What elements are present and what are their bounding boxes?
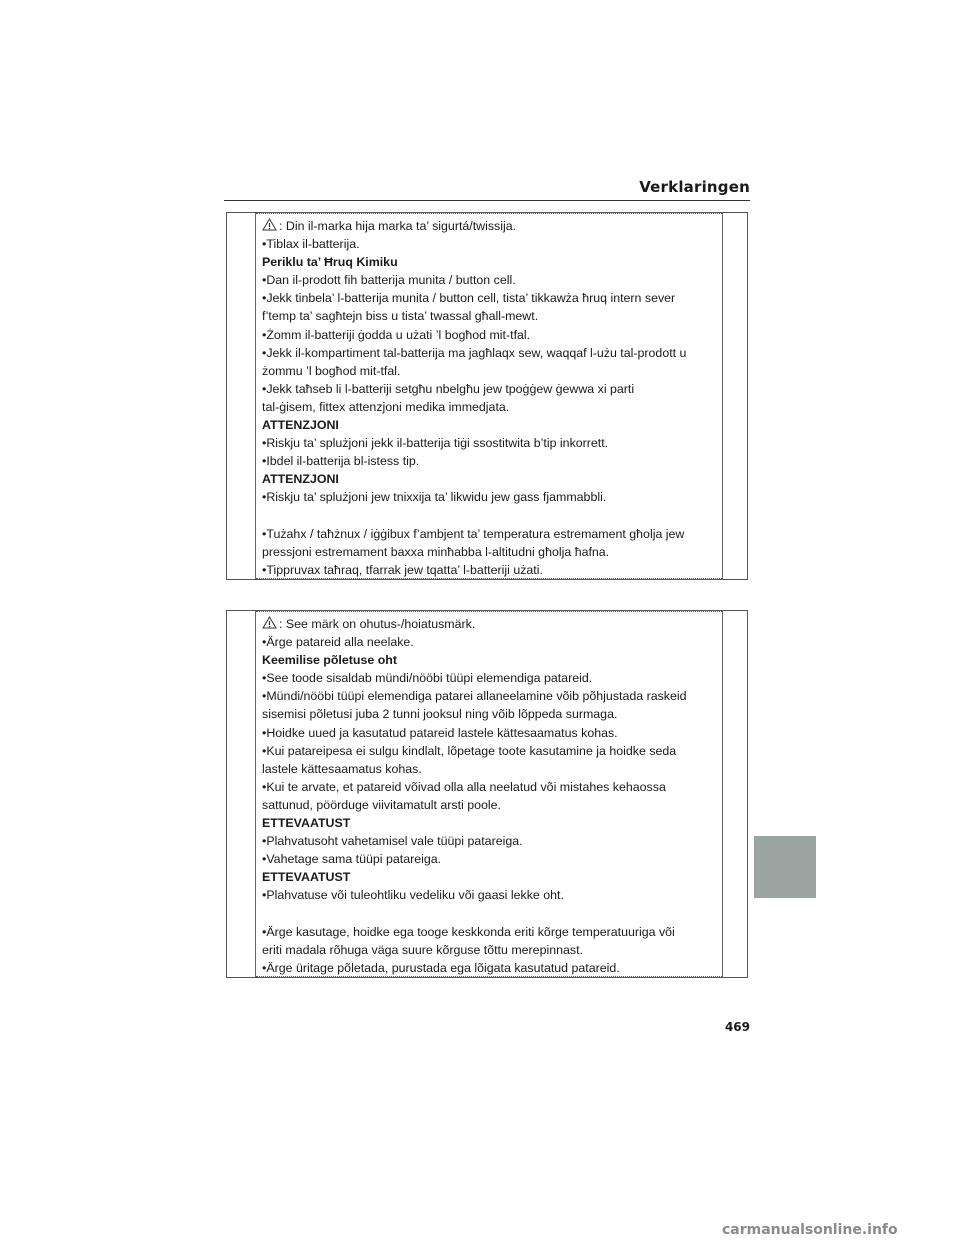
warning-triangle-icon [262, 218, 277, 231]
text-line: •Hoidke uued ja kasutatud patareid lastele kättesaamatus kohas. [262, 725, 618, 740]
text-line: •Riskju ta’ splużjoni jekk il-batterija tiġi ssostitwita b’tip inkorrett. [262, 436, 609, 451]
text-line: •See toode sisaldab mündi/nööbi tüüpi elemendiga patareid. [262, 671, 593, 686]
text-line: •Plahvatuse või tuleohtliku vedeliku või gaasi lekke oht. [262, 888, 564, 903]
text-line: •Tużahx / taħżnux / iġġibux f’ambjent ta’ temperatura estremament għolja jew [262, 526, 685, 541]
text-line: tal-ġisem, fittex attenzjoni medika immedjata. [262, 399, 510, 414]
text-line: •Jekk tinbela’ l-batterija munita / button cell, tista’ tikkawża ħruq intern sever [262, 291, 676, 306]
text-line: •Mündi/nööbi tüüpi elemendiga patarei allaneelamine võib põhjustada raskeid [262, 689, 687, 704]
text-line: •Plahvatusoht vahetamisel vale tüüpi patareiga. [262, 834, 523, 849]
text-line: •Riskju ta’ splużjoni jew tnixxija ta’ likwidu jew gass fjammabbli. [262, 490, 607, 505]
text-line: •Kui patareipesa ei sulgu kindlalt, lõpetage toote kasutamine ja hoidke seda [262, 743, 677, 758]
title-rule [224, 200, 750, 201]
warning-intro: : Din il-marka hija marka ta’ sigurtá/twissija. [262, 217, 718, 235]
text-line: •Żomm il-batteriji ġodda u użati ’l bogħod mit-tfal. [262, 327, 531, 342]
text-line: •Tiblax il-batterija. [262, 237, 360, 252]
caution-heading: ATTENZJONI [262, 418, 339, 433]
warning-box-inner [255, 611, 723, 977]
warning-box-inner [255, 213, 723, 579]
warning-box-estonian [226, 610, 748, 978]
spacer [262, 905, 718, 923]
warning-intro: : See märk on ohutus-/hoiatusmärk. [262, 615, 718, 633]
watermark: carmanualsonline.info [722, 1222, 898, 1238]
text-line: •Ibdel il-batterija bl-istess tip. [262, 454, 420, 469]
text-line: sattunud, pöörduge viivitamatult arsti poole. [262, 797, 502, 812]
subheading: Periklu ta’ Ħruq Kimiku [262, 255, 398, 270]
chapter-side-tab [754, 836, 816, 898]
text-line: •Ärge patareid alla neelake. [262, 635, 414, 650]
warning-text [256, 611, 722, 977]
text-line: f’temp ta’ sagħtejn biss u tista’ twassal għall-mewt. [262, 309, 539, 324]
text-line: •Ärge kasutage, hoidke ega tooge keskkonda eriti kõrge temperatuuriga või [262, 924, 675, 939]
warning-box-maltese [226, 212, 748, 580]
text-line: •Jekk taħseb li l-batteriji setgħu nbelgħu jew tpoġġew ġewwa xi parti [262, 381, 635, 396]
warning-triangle-icon [262, 616, 277, 629]
text-line: sisemisi põletusi juba 2 tunni jooksul ning võib lõppeda surmaga. [262, 707, 618, 722]
text-line: żommu ’l bogħod mit-tfal. [262, 363, 401, 378]
caution-heading: ATTENZJONI [262, 472, 339, 487]
caution-heading: ETTEVAATUST [262, 816, 351, 831]
section-title: Verklaringen [639, 178, 750, 196]
text-line: eriti madala rõhuga väga suure kõrguse tõttu merepinnast. [262, 942, 583, 957]
caution-heading: ETTEVAATUST [262, 870, 351, 885]
text-line: •Ärge üritage põletada, purustada ega lõigata kasutatud patareid. [262, 960, 620, 975]
text-line: pressjoni estremament baxxa minħabba l-altitudni għolja ħafna. [262, 544, 610, 559]
text-line: •Kui te arvate, et patareid võivad olla alla neelatud või mistahes kehaossa [262, 779, 666, 794]
text-line: •Vahetage sama tüüpi patareiga. [262, 852, 442, 867]
spacer [262, 507, 718, 525]
text-line: •Tippruvax taħraq, tfarrak jew tqatta’ l-batteriji użati. [262, 562, 543, 577]
text-line: lastele kättesaamatus kohas. [262, 761, 422, 776]
warning-text [256, 213, 722, 579]
text-line: •Dan il-prodott fih batterija munita / button cell. [262, 273, 516, 288]
page-number: 469 [724, 1020, 750, 1034]
text-line: •Jekk il-kompartiment tal-batterija ma jagħlaqx sew, waqqaf l-użu tal-prodott u [262, 345, 687, 360]
subheading: Keemilise põletuse oht [262, 653, 397, 668]
